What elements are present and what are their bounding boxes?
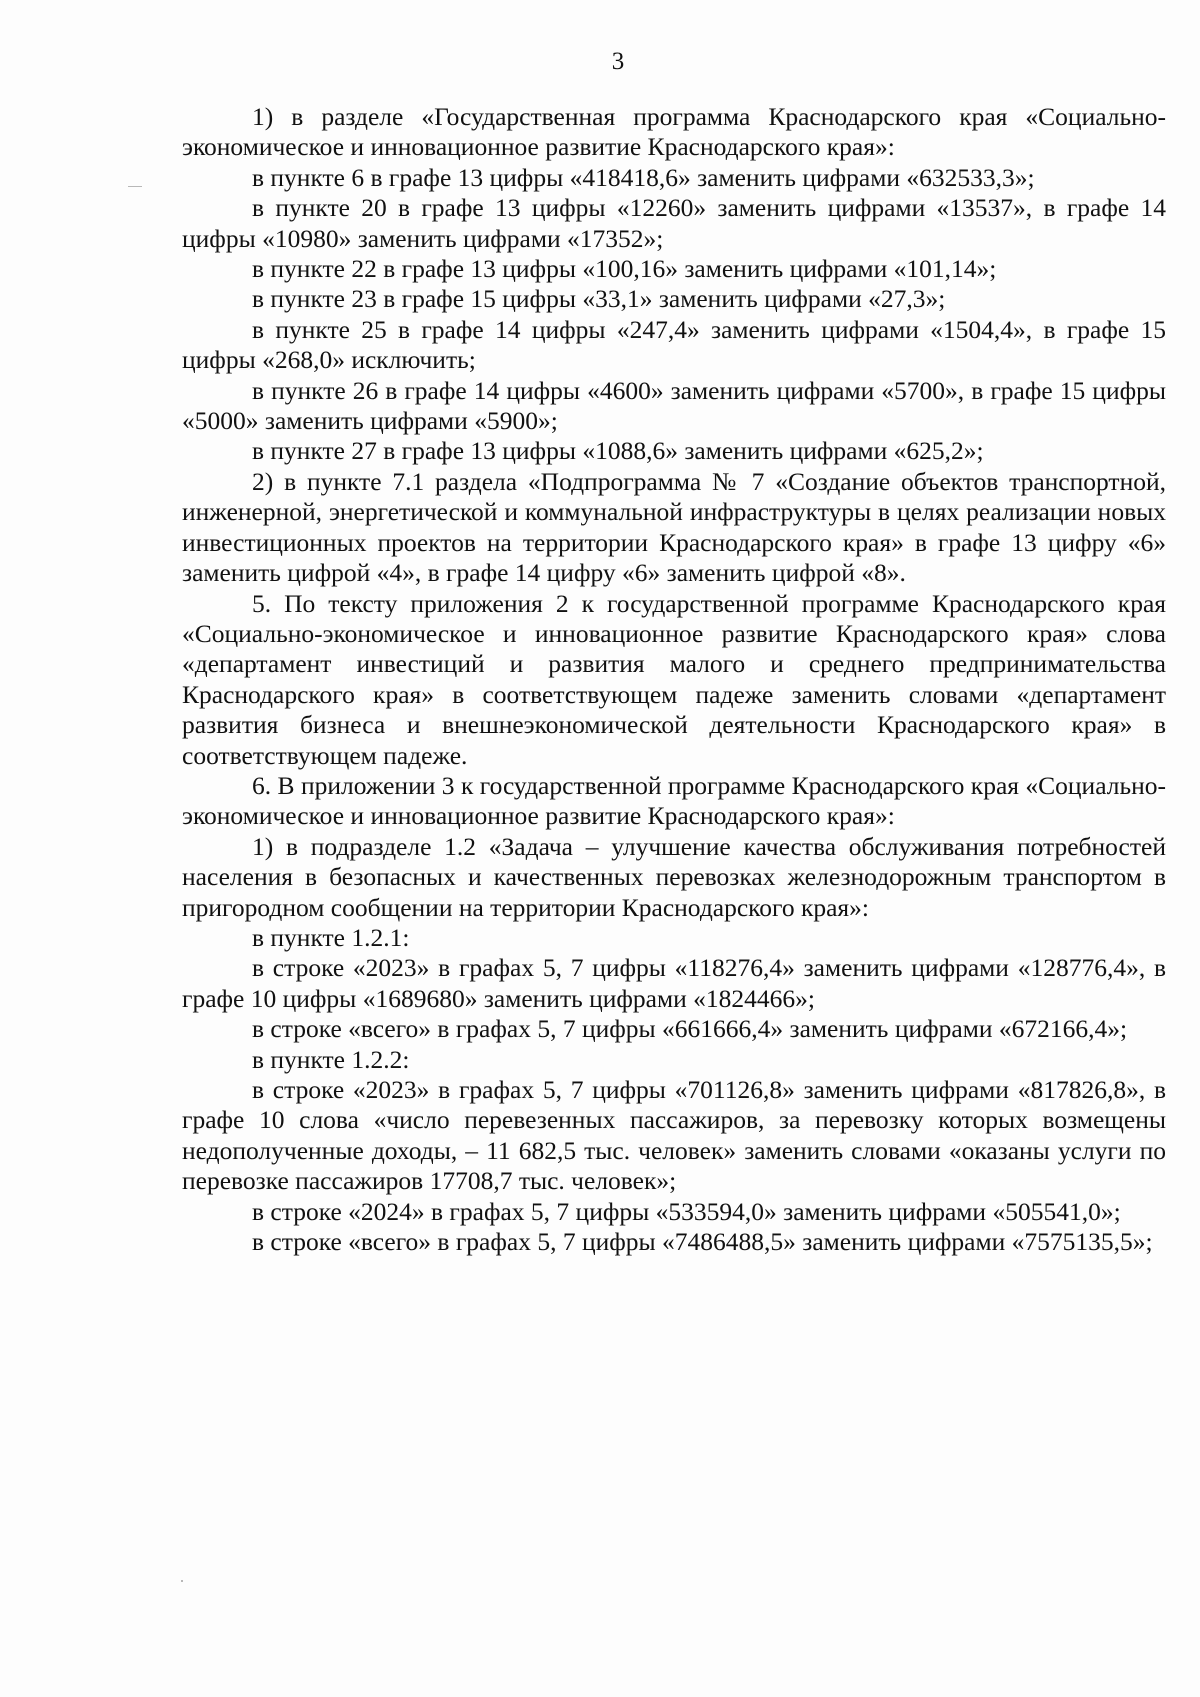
paragraph-6-appendix-3: 6. В приложении 3 к государственной программе Краснодарского края «Социально-экономическое и инновационное развитие Краснодарского края»: xyxy=(182,770,1166,831)
paragraph-item-27: в пункте 27 в графе 13 цифры «1088,6» заменить цифрами «625,2»; xyxy=(252,436,984,466)
paragraph-point-1-2-2: в пункте 1.2.2: xyxy=(252,1044,410,1074)
paragraph-1-2-2-row-total: в строке «всего» в графах 5, 7 цифры «7486488,5» заменить цифрами «7575135,5»; xyxy=(252,1227,1153,1257)
document-body xyxy=(182,102,1166,1257)
paragraph-1-2-1-row-total: в строке «всего» в графах 5, 7 цифры «661666,4» заменить цифрами «672166,4»; xyxy=(252,1014,1128,1044)
paragraph-1-2-2-row-2024: в строке «2024» в графах 5, 7 цифры «533594,0» заменить цифрами «505541,0»; xyxy=(252,1196,1121,1226)
paragraph-subprogram-7: 2) в пункте 7.1 раздела «Подпрограмма № 7 «Создание объектов транспортной, инженерной, энергетической и коммунальной инфраструктуры в целях реализации новых инвестиционных проектов на территории Краснодарского края» в графе 13 цифру «6» заменить цифрой «4», в графе 14 цифру «6» заменить цифрой «8». xyxy=(182,466,1166,588)
paragraph-item-22: в пункте 22 в графе 13 цифры «100,16» заменить цифрами «101,14»; xyxy=(252,254,997,284)
scan-artifact xyxy=(181,1580,183,1582)
paragraph-subsection-1-2: 1) в подразделе 1.2 «Задача – улучшение качества обслуживания потребностей населения в безопасных и качественных перевозках железнодорожным транспортом в пригородном сообщении на территории Краснодарского края»: xyxy=(182,831,1166,922)
paragraph-item-23: в пункте 23 в графе 15 цифры «33,1» заменить цифрами «27,3»; xyxy=(252,284,946,314)
paragraph-item-26: в пункте 26 в графе 14 цифры «4600» заменить цифрами «5700», в графе 15 цифры «5000» заменить цифрами «5900»; xyxy=(182,375,1166,436)
page-number: 3 xyxy=(611,48,625,75)
paragraph-5-appendix-2: 5. По тексту приложения 2 к государственной программе Краснодарского края «Социально-экономическое и инновационное развитие Краснодарского края» слова «департамент инвестиций и развития малого и среднего предпринимательства Краснодарского края» в соответствующем падеже заменить словами «департамент развития бизнеса и внешнеэкономической деятельности Краснодарского края» в соответствующем падеже. xyxy=(182,588,1166,770)
paragraph-1-2-2-row-2023: в строке «2023» в графах 5, 7 цифры «701126,8» заменить цифрами «817826,8», в графе 10 слова «число перевезенных пассажиров, за перевозку которых возмещены недополученные доходы, – 11 682,5 тыс. человек» заменить словами «оказаны услуги по перевозке пассажиров 17708,7 тыс. человек»; xyxy=(182,1075,1166,1196)
paragraph-section-state-program: 1) в разделе «Государственная программа Краснодарского края «Социально-экономическое и инновационное развитие Краснодарского края»: xyxy=(182,102,1166,162)
paragraph-point-1-2-1: в пункте 1.2.1: xyxy=(252,922,410,952)
paragraph-item-20: в пункте 20 в графе 13 цифры «12260» заменить цифрами «13537», в графе 14 цифры «10980» заменить цифрами «17352»; xyxy=(182,193,1166,253)
paragraph-1-2-1-row-2023: в строке «2023» в графах 5, 7 цифры «118276,4» заменить цифрами «128776,4», в графе 10 цифры «1689680» заменить цифрами «1824466»; xyxy=(182,953,1166,1013)
paragraph-item-6: в пункте 6 в графе 13 цифры «418418,6» заменить цифрами «632533,3»; xyxy=(252,162,1035,192)
paragraph-item-25: в пункте 25 в графе 14 цифры «247,4» заменить цифрами «1504,4», в графе 15 цифры «268,0» исключить; xyxy=(182,314,1166,375)
scan-artifact xyxy=(128,186,142,187)
